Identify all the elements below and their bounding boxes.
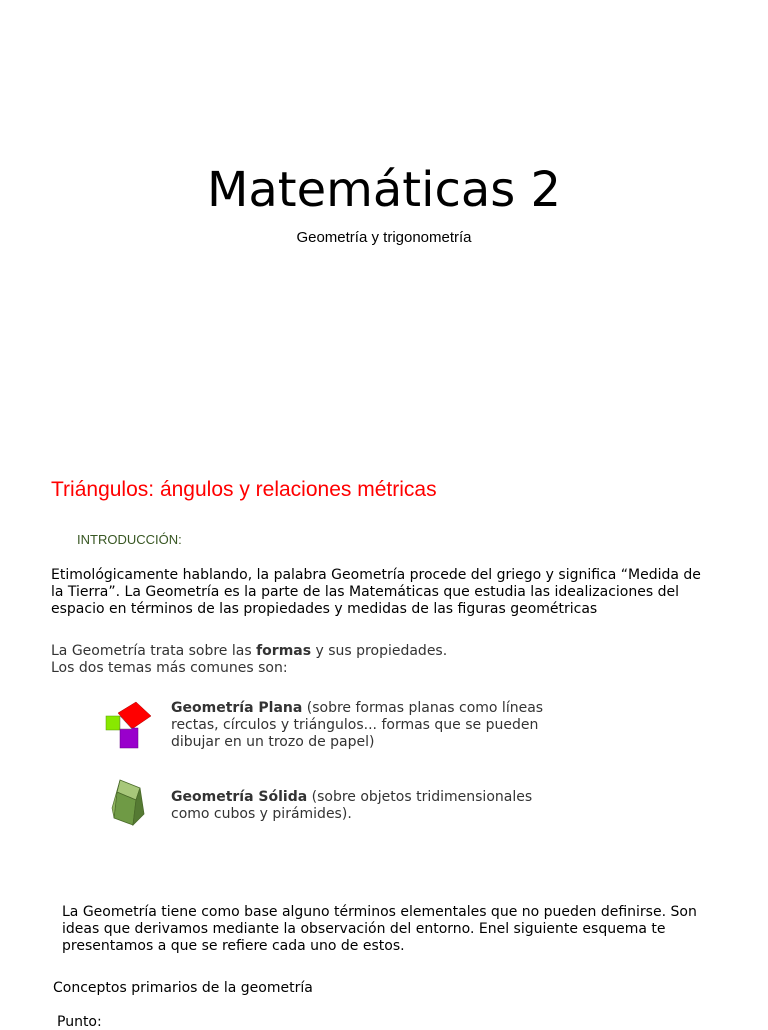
formas-before: La Geometría trata sobre las xyxy=(51,643,257,659)
intro-label: INTRODUCCIÓN: xyxy=(77,532,182,547)
plana-description xyxy=(171,700,571,751)
themes-line: Los dos temas más comunes son: xyxy=(51,660,288,676)
base-paragraph: La Geometría tiene como base alguno términos elementales que no pueden definirse. Son ideas que derivamos mediante la observación del entorno. Enel siguiente esquema te presentamos a que se refiere cada uno de estos. xyxy=(62,904,697,954)
page-title: Matemáticas 2 xyxy=(206,162,562,218)
formas-paragraph xyxy=(51,643,711,677)
conceptos-label: Conceptos primarios de la geometría xyxy=(53,980,313,996)
punto-label: Punto: xyxy=(57,1014,102,1030)
formas-after: y sus propiedades. xyxy=(311,643,448,659)
solida-description xyxy=(171,789,571,823)
page-subtitle: Geometría y trigonometría xyxy=(296,229,472,246)
etymology-paragraph: Etimológicamente hablando, la palabra Geometría procede del griego y significa “Medida de la Tierra”. La Geometría es la parte de las Matemáticas que estudia las idealizaciones del espacio en términos de las propiedades y medidas de las figuras geométricas xyxy=(51,567,701,617)
formas-bold: formas xyxy=(256,643,312,659)
plana-title: Geometría Plana xyxy=(171,700,303,716)
pythagoras-squares-icon xyxy=(104,697,154,751)
solida-text: (sobre objetos tridimensionales como cubos y pirámides). xyxy=(171,789,533,822)
plana-text: (sobre formas planas como líneas rectas, círculos y triángulos... formas que se pueden dibujar en un trozo de papel) xyxy=(171,700,544,750)
formas-line xyxy=(51,643,711,660)
solida-title: Geometría Sólida xyxy=(171,789,308,805)
section-heading: Triángulos: ángulos y relaciones métricas xyxy=(51,478,437,501)
cube-icon xyxy=(108,778,148,828)
